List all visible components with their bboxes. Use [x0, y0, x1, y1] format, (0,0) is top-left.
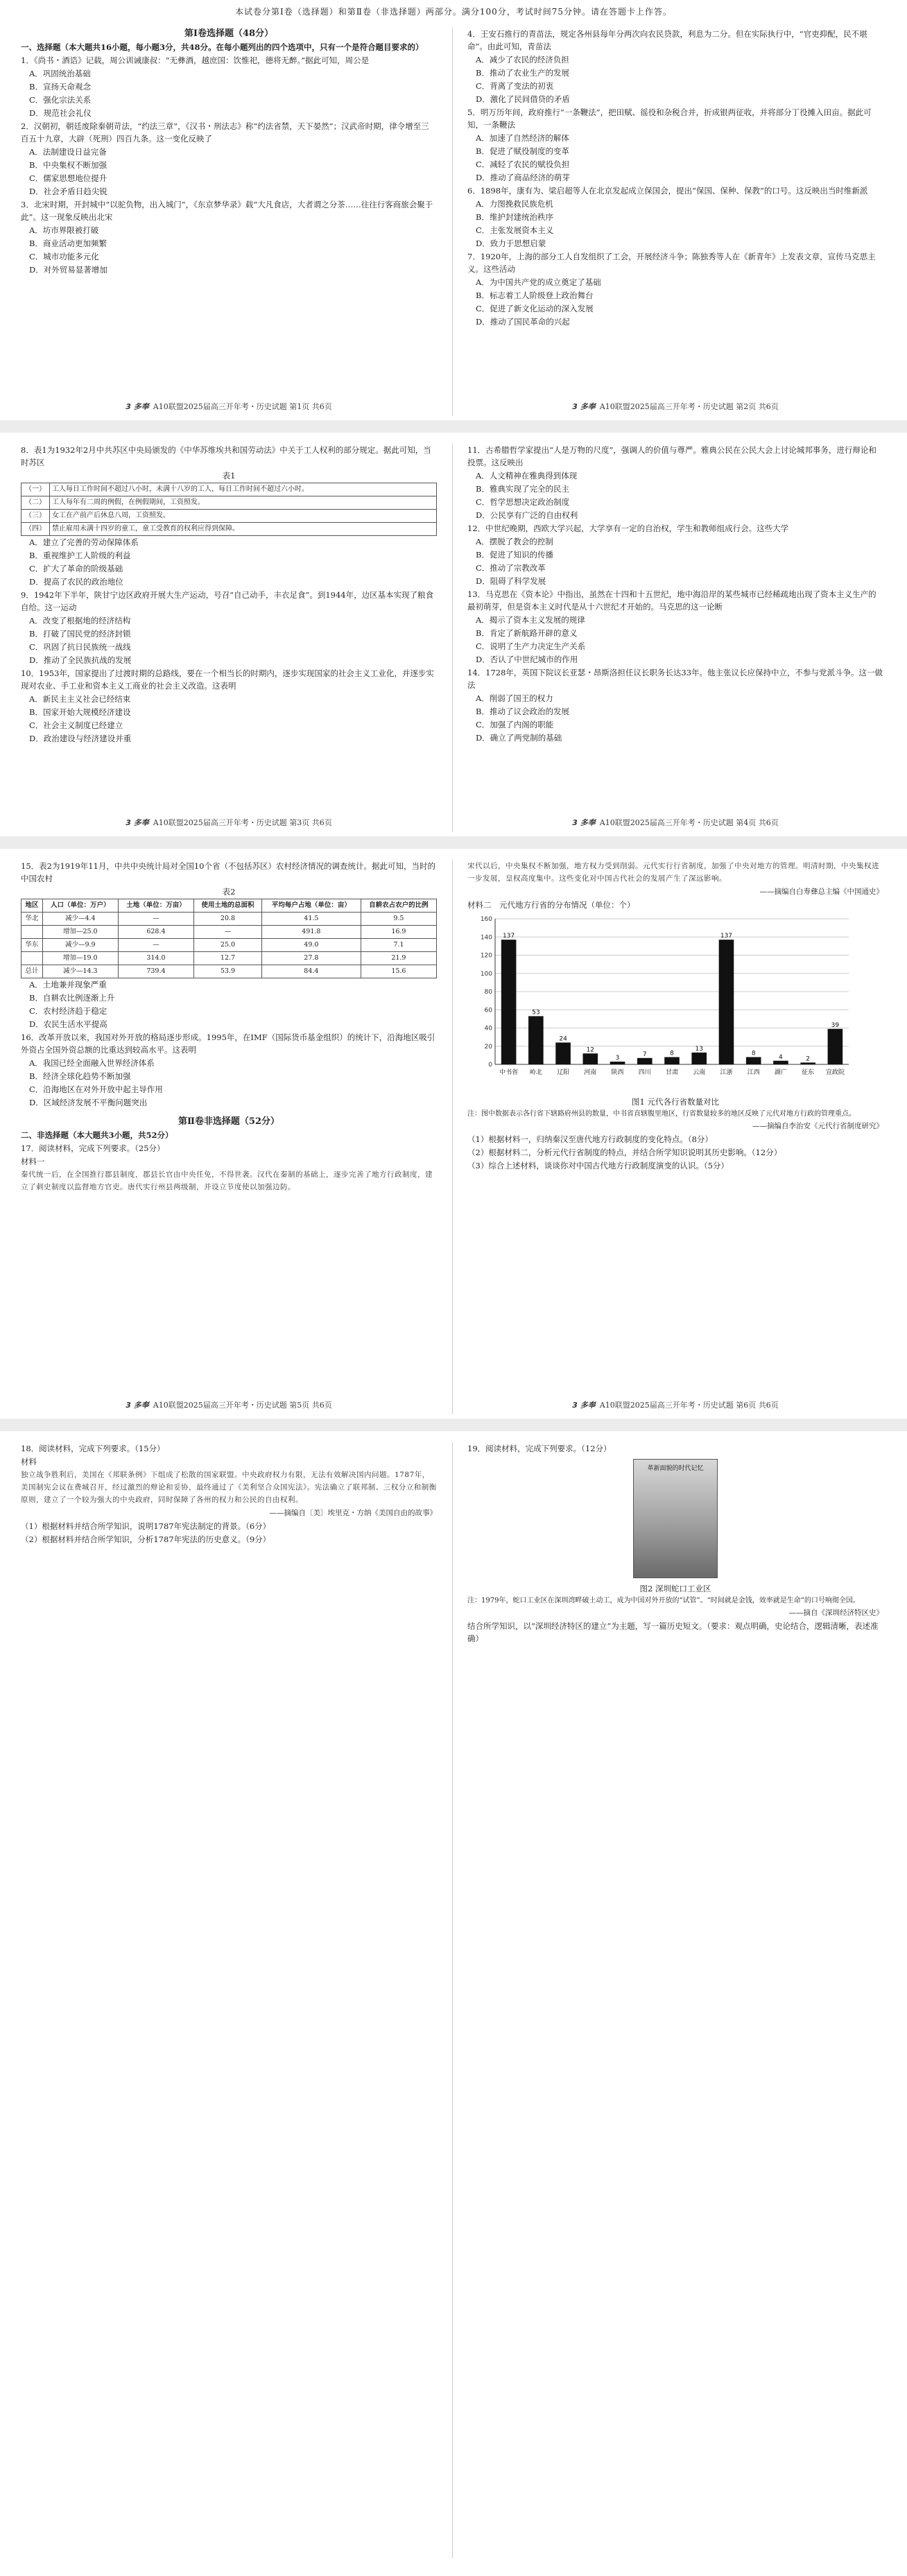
table-cell: 增加—19.0 [42, 952, 118, 965]
column-header: 人口（单位：万户） [42, 899, 118, 913]
page-7 [21, 1442, 437, 1546]
question-1: 1．《尚书・酒诰》记载，周公训诫康叔：“无彝酒，越庶国：饮惟祀，德将无醉。”据此可知，周公是 [21, 55, 370, 65]
y-tick-label: 0 [488, 1062, 492, 1069]
table-cell: 华北 [21, 913, 43, 926]
page-footer [21, 1399, 437, 1410]
option: A．法制建设日益完备 [29, 147, 107, 157]
table-cell: 27.8 [261, 952, 361, 965]
x-tick-label: 江西 [747, 1069, 760, 1076]
option: D．公民享有广泛的自由权利 [476, 510, 578, 520]
option: A．减少了农民的经济负担 [476, 55, 569, 64]
y-tick-label: 160 [480, 916, 492, 923]
x-tick-label: 江浙 [720, 1069, 733, 1076]
material-text: 秦代统一后，在全国推行郡县制度，郡县长官由中央任免，不得世袭。汉代在秦制的基础上，逐步完善了地方行政制度，建立了刺史制度以监督地方官吏。唐代实行州县两级制，并设立节度使以加强边防。 [21, 1170, 433, 1191]
option: B．重视维护工人阶级的利益 [29, 551, 131, 560]
table-cell: 628.4 [118, 926, 193, 939]
footer-text: A10联盟2025届高三开年考・历史试题 第2页 共6页 [599, 402, 779, 411]
column-header: 使用土地的总面积 [194, 899, 262, 913]
requirement: （3）综合上述材料，谈谈你对中国古代地方行政制度演变的认识。（5分） [467, 1161, 729, 1170]
part1-title: 第Ⅰ卷选择题（48分） [184, 28, 274, 39]
material-text: 独立战争胜利后，美国在《邦联条例》下组成了松散的国家联盟。中央政府权力有限，无法有效解决国内问题。1787年，美国制宪会议在费城召开，经过激烈的辩论和妥协，最终通过了《美利坚合众国宪法》。宪法确立了联邦制、三权分立和制衡原则，建立了一个较为强大的中央政府，同时保障了各州的权力和公民的自由权利。 [21, 1471, 437, 1504]
option: C．强化宗法关系 [29, 95, 92, 105]
question-6: 6．1898年，康有为、梁启超等人在北京发起成立保国会，提出“保国、保种、保教”的口号。这反映出当时维新派 [467, 186, 868, 196]
table-cell: （一） [21, 483, 50, 496]
table-cell: 16.9 [361, 926, 436, 939]
table-caption: 表2 [222, 887, 236, 897]
option: B．中央集权不断加强 [29, 160, 107, 170]
table-cell: 总计 [21, 965, 43, 978]
option: C．社会主义制度已经建立 [29, 720, 123, 730]
y-tick-label: 80 [484, 989, 492, 996]
option: D．阻碍了科学发展 [476, 576, 546, 586]
option: A．我国已经全面融入世界经济体系 [29, 1058, 155, 1068]
figure-caption: 图2 深圳蛇口工业区 [639, 1584, 711, 1593]
page-3 [21, 444, 437, 745]
exam-header: 本试卷分第Ⅰ卷（选择题）和第Ⅱ卷（非选择题）两部分。满分100分，考试时间75分钟。请在答题卡上作答。 [234, 7, 673, 17]
table-cell: 增加—25.0 [42, 926, 118, 939]
source-citation: ——摘自《深圳经济特区史》 [788, 1609, 883, 1617]
option: D．农民生活水平提高 [29, 1019, 107, 1029]
requirement: （1）根据材料并结合所学知识，说明1787年宪法制定的背景。（6分） [21, 1521, 271, 1531]
x-tick-label: 中书省 [499, 1069, 519, 1076]
option: C．减轻了农民的赋役负担 [476, 159, 570, 169]
page-gap [0, 420, 907, 433]
section-instruction: 一、选择题（本大题共16小题，每小题3分，共48分。在每小题列出的四个选项中，只有一个是符合题目要求的） [21, 42, 424, 52]
page-1-right [467, 28, 883, 329]
table-cell: 491.8 [261, 926, 361, 939]
material-text: 元代地方行省的分布情况（单位：个） [499, 900, 635, 910]
figure-note: 注：1979年，蛇口工业区在深圳湾畔破土动工，成为中国对外开放的“试管”。“时间就是金钱，效率就是生命”的口号响彻全国。 [467, 1597, 860, 1605]
option: B．宣扬天命观念 [29, 82, 91, 92]
option: B．标志着工人阶级登上政治舞台 [476, 291, 594, 300]
option: C．哲学思想决定政治制度 [476, 497, 570, 507]
brand-logo: 3 多奉 [126, 1401, 149, 1410]
table-cell: 21.9 [361, 952, 436, 965]
y-tick-label: 40 [484, 1025, 492, 1032]
column-divider [452, 28, 453, 416]
question-14: 14．1728年，英国下院议长亚瑟・昂斯洛担任议长职务长达33年。他主张议长应保持中立，不参与党派斗争。这一做法 [467, 668, 883, 690]
option: C．促进了新文化运动的深入发展 [476, 304, 594, 313]
table-2 [21, 899, 437, 978]
option: D．推动了国民革命的兴起 [476, 317, 570, 327]
bar [773, 1061, 788, 1064]
option: A．人文精神在雅典得到体现 [476, 471, 578, 481]
column-divider [452, 1442, 453, 2559]
option: B．推动了议会政治的发展 [476, 707, 569, 716]
question-19: 19．阅读材料，完成下列要求。（12分） [467, 1444, 612, 1453]
bar [528, 1016, 544, 1064]
table-cell: 49.0 [261, 939, 361, 952]
brand-logo: 3 多奉 [572, 1401, 596, 1410]
option: B．肯定了新航路开辟的意义 [476, 628, 578, 638]
option: B．经济全球化趋势不断加强 [29, 1071, 131, 1081]
option: D．推动了全民族抗战的发展 [29, 655, 132, 665]
chart-note: 注：图中数据表示各行省下辖路府州县的数量，中书省直辖腹里地区，行省数量较多的地区反映了元代对地方行政的管理重点。 [467, 1110, 856, 1118]
bar [610, 1062, 625, 1064]
material-label: 材料一 [21, 1157, 45, 1166]
table-cell: 减少—9.9 [42, 939, 118, 952]
option: C．儒家思想地位提升 [29, 173, 107, 183]
option: A．揭示了资本主义发展的规律 [476, 615, 585, 625]
option: D．提高了农民的政治地位 [29, 577, 123, 587]
table-cell: 减少—4.4 [42, 913, 118, 926]
option: B．促进了知识的传播 [476, 550, 553, 560]
table-row [21, 952, 437, 965]
page-6 [467, 860, 883, 1173]
option: C．推动了宗教改革 [476, 563, 546, 573]
table-cell: 739.4 [118, 965, 193, 978]
page-4 [467, 444, 883, 745]
x-tick-label: 宣政院 [825, 1069, 845, 1076]
column-divider [452, 860, 453, 1415]
bar [664, 1057, 680, 1065]
bar [800, 1062, 815, 1064]
table-cell [21, 952, 43, 965]
question-2: 2．汉朝初，朝廷废除秦朝苛法，“约法三章”，《汉书・刑法志》称“约法省禁，天下晏然”；汉武帝时期，律令增至三百五十九章，大辟（死刑）四百九条。这一变化反映了 [21, 121, 429, 144]
question-17: 17．阅读材料，完成下列要求。（25分） [21, 1143, 165, 1153]
table-cell: 314.0 [118, 952, 193, 965]
bar [719, 940, 734, 1064]
data-label: 137 [720, 933, 733, 940]
data-label: 12 [586, 1046, 595, 1054]
column-header: 平均每户占地（单位：亩） [261, 899, 361, 913]
page-5 [21, 860, 437, 1194]
option: A．土地兼并现象严重 [29, 980, 107, 989]
requirement: （1）根据材料一，归纳秦汉至唐代地方行政制度的变化特点。（8分） [467, 1134, 713, 1144]
question-16: 16．改革开放以来，我国对外开放的格局逐步形成。1995年，在IMF（国际货币基金组织）的统计下，沿海地区吸引外资占全国外资总额的比重达到较高水平。这表明 [21, 1032, 435, 1055]
option: A．巩固统治基础 [29, 69, 91, 78]
table-cell: — [118, 913, 193, 926]
option: B．打破了国民党的经济封锁 [29, 629, 131, 639]
bar [637, 1058, 653, 1064]
table-row [21, 965, 437, 978]
table-cell: 41.5 [261, 913, 361, 926]
source-citation: ——摘编自白寿彝总主编《中国通史》 [759, 888, 883, 896]
table-row [21, 939, 437, 952]
material-label: 材料 [21, 1457, 37, 1467]
table-row [21, 483, 437, 496]
table-cell: 12.7 [194, 952, 262, 965]
material-text: 宋代以后，中央集权不断加强，地方权力受到削弱。元代实行行省制度，加强了中央对地方的管理。明清时期，中央集权进一步发展，皇权高度集中。这些变化对中国古代社会的发展产生了深远影响。 [467, 862, 879, 883]
page-footer [467, 1399, 883, 1410]
table-row [21, 510, 437, 523]
bar [828, 1029, 843, 1064]
page-footer [21, 401, 437, 412]
table-cell: 禁止雇用未满十四岁的童工，童工受教育的权利应得到保障。 [50, 523, 437, 536]
data-label: 137 [503, 933, 515, 940]
x-tick-label: 岭北 [529, 1069, 542, 1076]
data-label: 24 [559, 1035, 567, 1043]
option: A．削弱了国王的权力 [476, 693, 553, 703]
table-cell: — [194, 926, 262, 939]
source-citation: ——摘编自〔美〕埃里克・方纳《美国自由的故事》 [269, 1509, 437, 1517]
x-tick-label: 河南 [584, 1069, 597, 1076]
y-tick-label: 120 [480, 952, 492, 960]
option: B．维护封建统治秩序 [476, 212, 553, 222]
footer-text: A10联盟2025届高三开年考・历史试题 第4页 共6页 [599, 818, 779, 827]
page-8 [467, 1442, 883, 1645]
y-tick-label: 100 [480, 970, 492, 978]
option: A．为中国共产党的成立奠定了基础 [476, 277, 601, 287]
option: A．摆脱了教会的控制 [476, 537, 553, 546]
option: C．背离了变法的初衷 [476, 81, 554, 91]
option: C．沿海地区在对外开放中起主导作用 [29, 1084, 163, 1094]
bar [555, 1043, 571, 1065]
data-label: 8 [751, 1050, 756, 1057]
column-header: 地区 [21, 899, 43, 913]
table-cell: 女工在产前产后休息八周，工资照发。 [50, 510, 437, 523]
option: D．致力于思想启蒙 [476, 239, 546, 248]
footer-text: A10联盟2025届高三开年考・历史试题 第6页 共6页 [599, 1401, 779, 1410]
page-gap [0, 836, 907, 849]
table-row [21, 913, 437, 926]
question-18: 18．阅读材料，完成下列要求。（15分） [21, 1444, 165, 1453]
table-cell: 15.6 [361, 965, 436, 978]
question-4: 4．王安石推行的青苗法，规定各州县每年分两次向农民贷款，利息为二分。但在实际执行中，“官吏抑配，民不堪命”。由此可知，青苗法 [467, 29, 867, 51]
footer-text: A10联盟2025届高三开年考・历史试题 第3页 共6页 [153, 818, 332, 827]
table-cell: 华东 [21, 939, 43, 952]
table-row [21, 926, 437, 939]
page-footer [21, 817, 437, 828]
table-cell: 53.9 [194, 965, 262, 978]
option: C．主张发展资本主义 [476, 225, 554, 235]
option: B．国家开始大规模经济建设 [29, 707, 131, 717]
question-8: 8．表1为1932年2月中共苏区中央局颁发的《中华苏维埃共和国劳动法》中关于工人权利的部分规定。据此可知，当时苏区 [21, 445, 431, 467]
option: C．城市功能多元化 [29, 252, 99, 261]
bar [501, 940, 517, 1064]
y-tick-label: 60 [484, 1007, 492, 1014]
option: B．雅典实现了完全的民主 [476, 484, 569, 494]
brand-logo: 3 多奉 [572, 818, 596, 827]
data-label: 53 [532, 1009, 540, 1017]
option: A．新民主主义社会已经结束 [29, 694, 131, 704]
footer-text: A10联盟2025届高三开年考・历史试题 第1页 共6页 [153, 402, 332, 411]
table-cell: 工人每日工作时间不超过八小时，未满十八岁的工人，每日工作时间不超过六小时。 [50, 483, 437, 496]
table-cell: 减少—14.3 [42, 965, 118, 978]
table-header-row [21, 899, 437, 913]
data-label: 2 [806, 1055, 811, 1063]
chart-title: 图1 元代各行省数量对比 [632, 1097, 719, 1107]
option: A．坊市界限被打破 [29, 225, 99, 235]
question-10: 10．1953年，国家提出了过渡时期的总路线，要在一个相当长的时期内，逐步实现国家的社会主义工业化，并逐步实现对农业、手工业和资本主义工商业的社会主义改造。这表明 [21, 668, 434, 691]
question-12: 12．中世纪晚期，西欧大学兴起，大学享有一定的自治权，学生和教师组成行会。这些大学 [467, 524, 789, 533]
option: A．改变了根据地的经济结构 [29, 616, 131, 625]
option: B．自耕农比例逐渐上升 [29, 993, 115, 1003]
table-caption: 表1 [222, 471, 236, 481]
option: C．农村经济趋于稳定 [29, 1006, 107, 1016]
option: D．规范社会礼仪 [29, 108, 92, 118]
table-row [21, 523, 437, 536]
footer-text: A10联盟2025届高三开年考・历史试题 第5页 共6页 [153, 1401, 332, 1410]
option: D．激化了民间借贷的矛盾 [476, 94, 570, 104]
question-3: 3．北宋时期，开封城中“以驼负物，出入城门”，《东京梦华录》载“大凡食店，大者谓之分茶……往往行客商旅会聚于此”。这一现象反映出北宋 [21, 200, 433, 222]
table-cell: 25.0 [194, 939, 262, 952]
question-15: 15．表2为1919年11月，中共中央统计局对全国10个省（不包括苏区）农村经济情况的调查统计。据此可知，当时的中国农村 [21, 861, 435, 883]
x-tick-label: 云南 [693, 1069, 706, 1076]
option: C．巩固了抗日民族统一战线 [29, 642, 131, 652]
question-9: 9．1942年下半年，陕甘宁边区政府开展大生产运动，号召“自己动手，丰衣足食”。到1944年，边区基本实现了粮食自给。这一运动 [21, 590, 434, 612]
page-footer [467, 401, 883, 412]
brand-logo: 3 多奉 [126, 818, 149, 827]
option: A．加速了自然经济的解体 [476, 133, 569, 143]
x-tick-label: 甘肃 [665, 1069, 679, 1076]
x-tick-label: 四川 [638, 1069, 651, 1076]
option: D．确立了两党制的基础 [476, 733, 562, 743]
option: C．扩大了革命的阶级基础 [29, 564, 123, 573]
historical-photo [633, 1459, 718, 1578]
x-tick-label: 辽阳 [557, 1069, 570, 1076]
question-13: 13．马克思在《资本论》中指出，虽然在十四和十五世纪，地中海沿岸的某些城市已经稀疏地出现了资本主义生产的最初萌芽，但是资本主义时代是从十六世纪才开始的。马克思的这一论断 [467, 589, 876, 612]
source-citation: ——摘编自李治安《元代行省制度研究》 [752, 1122, 883, 1130]
table-cell: 84.4 [261, 965, 361, 978]
data-label: 8 [670, 1050, 674, 1057]
table-cell: （三） [21, 510, 50, 523]
bar-chart [467, 912, 856, 1092]
question-5: 5．明万历年间，政府推行“一条鞭法”，把田赋、徭役和杂税合并，折成银两征收，并将部分丁役摊入田亩。据此可知，一条鞭法 [467, 107, 872, 130]
page-1 [21, 28, 437, 277]
material-label: 材料二 [467, 900, 492, 910]
table-row [21, 496, 437, 510]
table-cell: 9.5 [361, 913, 436, 926]
brand-logo: 3 多奉 [572, 402, 596, 411]
table-cell: — [118, 939, 193, 952]
option: D．否认了中世纪城市的作用 [476, 655, 578, 664]
table-cell: 20.8 [194, 913, 262, 926]
column-header: 自耕农占农户的比例 [361, 899, 436, 913]
option: D．推动了商品经济的萌芽 [476, 173, 570, 182]
requirement: （2）根据材料二，分析元代行省制度的特点，并结合所学知识说明其历史影响。（12分） [467, 1148, 782, 1157]
option: A．力图挽救民族危机 [476, 199, 553, 209]
option: B．促进了赋役制度的变革 [476, 146, 569, 156]
x-tick-label: 征东 [802, 1069, 815, 1076]
bar [583, 1053, 598, 1064]
question-7: 7．1920年，上海的部分工人自发组织了工会，开展经济斗争；陈独秀等人在《新青年》上发表文章，宣传马克思主义。这些活动 [467, 252, 876, 274]
data-label: 3 [615, 1055, 620, 1062]
data-label: 7 [642, 1051, 647, 1058]
table-cell: （二） [21, 496, 50, 510]
column-divider [452, 444, 453, 832]
section-instruction: 二、非选择题（本大题共3小题，共52分） [21, 1130, 173, 1140]
bar [746, 1057, 761, 1065]
option: D．政治建设与经济建设并重 [29, 734, 132, 743]
option: A．建立了完善的劳动保障体系 [29, 537, 139, 547]
y-tick-label: 20 [484, 1043, 492, 1051]
page-footer [467, 817, 883, 828]
table-cell [21, 926, 43, 939]
option: C．加强了内阁的职能 [476, 720, 554, 729]
page-gap [0, 1419, 907, 1431]
requirement: 结合所学知识，以“深圳经济特区的建立”为主题，写一篇历史短文。（要求：观点明确，史论结合，逻辑清晰，表述准确） [467, 1621, 879, 1643]
table-cell: 工人每年有二周的例假，在例假期间，工资照发。 [50, 496, 437, 510]
x-tick-label: 陕西 [611, 1069, 624, 1076]
data-label: 13 [695, 1045, 703, 1053]
bar [691, 1053, 707, 1064]
option: B．推动了农业生产的发展 [476, 68, 569, 78]
option: B．商业活动更加频繁 [29, 239, 107, 248]
table-cell: （四） [21, 523, 50, 536]
option: D．社会矛盾日趋尖锐 [29, 187, 107, 196]
question-11: 11．古希腊哲学家提出“人是万物的尺度”，强调人的价值与尊严。雅典公民在公民大会上讨论城邦事务，进行辩论和投票。这反映出 [467, 445, 876, 467]
data-label: 39 [831, 1021, 840, 1029]
photo-title: 革新面貌的时代记忆 [647, 1465, 704, 1472]
option: D．对外贸易显著增加 [29, 265, 107, 275]
table-1 [21, 483, 437, 536]
table-cell: 7.1 [361, 939, 436, 952]
part2-title: 第Ⅱ卷非选择题（52分） [178, 1116, 280, 1127]
x-tick-label: 湖广 [774, 1069, 787, 1076]
option: C．说明了生产力决定生产关系 [476, 641, 586, 651]
column-header: 土地（单位：万亩） [118, 899, 193, 913]
option: D．区域经济发展不平衡问题突出 [29, 1098, 148, 1107]
y-tick-label: 140 [480, 934, 492, 942]
requirement: （2）根据材料并结合所学知识，分析1787年宪法的历史意义。（9分） [21, 1535, 271, 1544]
brand-logo: 3 多奉 [126, 402, 149, 411]
data-label: 4 [779, 1053, 783, 1061]
